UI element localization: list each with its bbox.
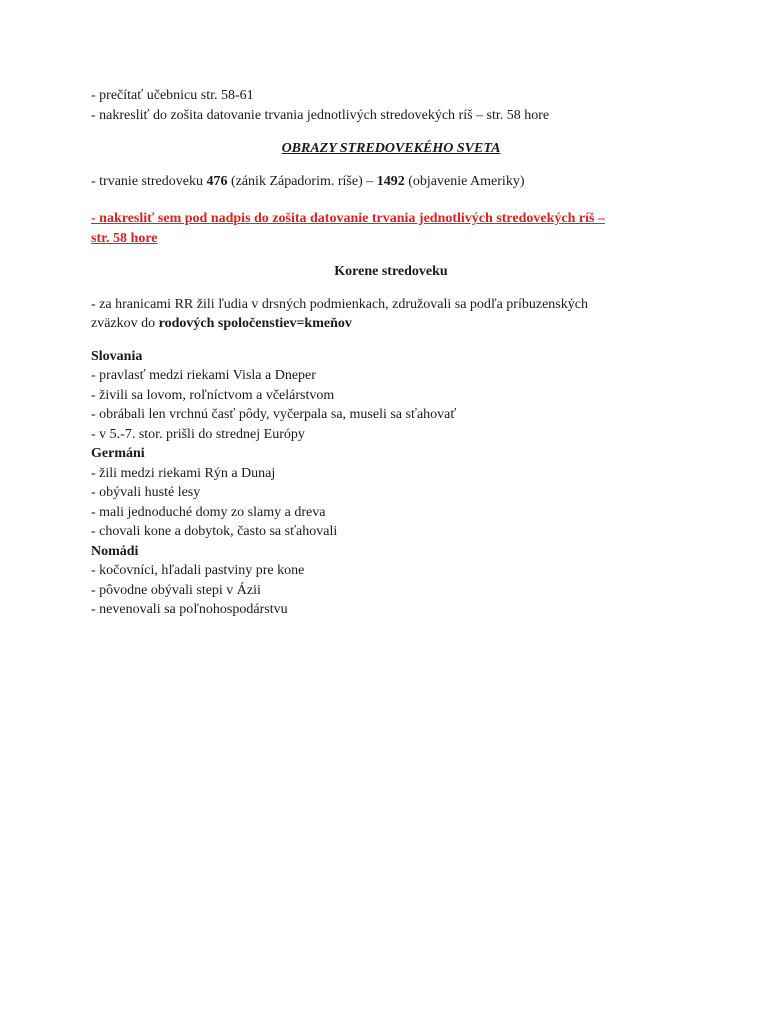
group-title: Slovania (91, 348, 143, 364)
list-item: - obrábali len vrchnú časť pôdy, vyčerpala sa, museli sa sťahovať (91, 407, 457, 422)
list-item: - mali jednoduché domy zo slamy a dreva (91, 504, 326, 520)
list-item: - v 5.-7. stor. prišli do strednej Európy (91, 426, 305, 442)
group-title: Germáni (91, 446, 145, 461)
list-item: - živili sa lovom, roľníctvom a včelárstvom (91, 387, 335, 403)
intro-line (91, 314, 691, 334)
list-item: - žili medzi riekami Rýn a Dunaj (91, 465, 276, 481)
duration-prefix: - trvanie stredoveku (91, 173, 207, 189)
assignment-list (91, 86, 691, 125)
groups-list (91, 347, 691, 620)
list-item: - pravlasť medzi riekami Visla a Dneper (91, 368, 316, 383)
intro-bold-term: rodových spoločenstiev=kmeňov (158, 316, 352, 331)
red-instruction-line: str. 58 hore (91, 230, 158, 246)
start-note: (zánik Západorim. ríše) – (227, 173, 377, 189)
red-instruction-line: - nakresliť sem pod nadpis do zošita datovanie trvania jednotlivých stredovekých ríš – (91, 211, 605, 226)
list-item: - pôvodne obývali stepi v Ázii (91, 582, 261, 598)
intro-prefix: zväzkov do (91, 316, 159, 331)
group-title: Nomádi (91, 543, 139, 559)
assignment-line: - prečítať učebnicu str. 58-61 (91, 88, 254, 103)
list-item: - obývali husté lesy (91, 485, 201, 500)
end-note: (objavenie Ameriky) (404, 173, 525, 189)
group-slovania (91, 347, 691, 445)
document-page (91, 86, 691, 620)
list-item: - chovali kone a dobytok, často sa sťahovali (91, 524, 338, 539)
list-item: - nevenovali sa poľnohospodárstvu (91, 602, 288, 617)
intro-paragraph (91, 295, 691, 334)
section-title: Korene stredoveku (334, 264, 448, 279)
duration-line (91, 172, 691, 192)
assignment-line: - nakresliť do zošita datovanie trvania jednotlivých stredovekých ríš – str. 58 hore (91, 107, 550, 123)
group-nomadi (91, 542, 691, 620)
document-title: OBRAZY STREDOVEKÉHO SVETA (281, 141, 501, 156)
red-instruction (91, 209, 691, 248)
list-item: - kočovníci, hľadali pastviny pre kone (91, 563, 305, 578)
group-germani (91, 444, 691, 542)
start-year: 476 (206, 173, 228, 189)
intro-line: - za hranicami RR žili ľudia v drsných podmienkach, združovali sa podľa príbuzenských (91, 296, 588, 312)
end-year: 1492 (376, 173, 405, 189)
